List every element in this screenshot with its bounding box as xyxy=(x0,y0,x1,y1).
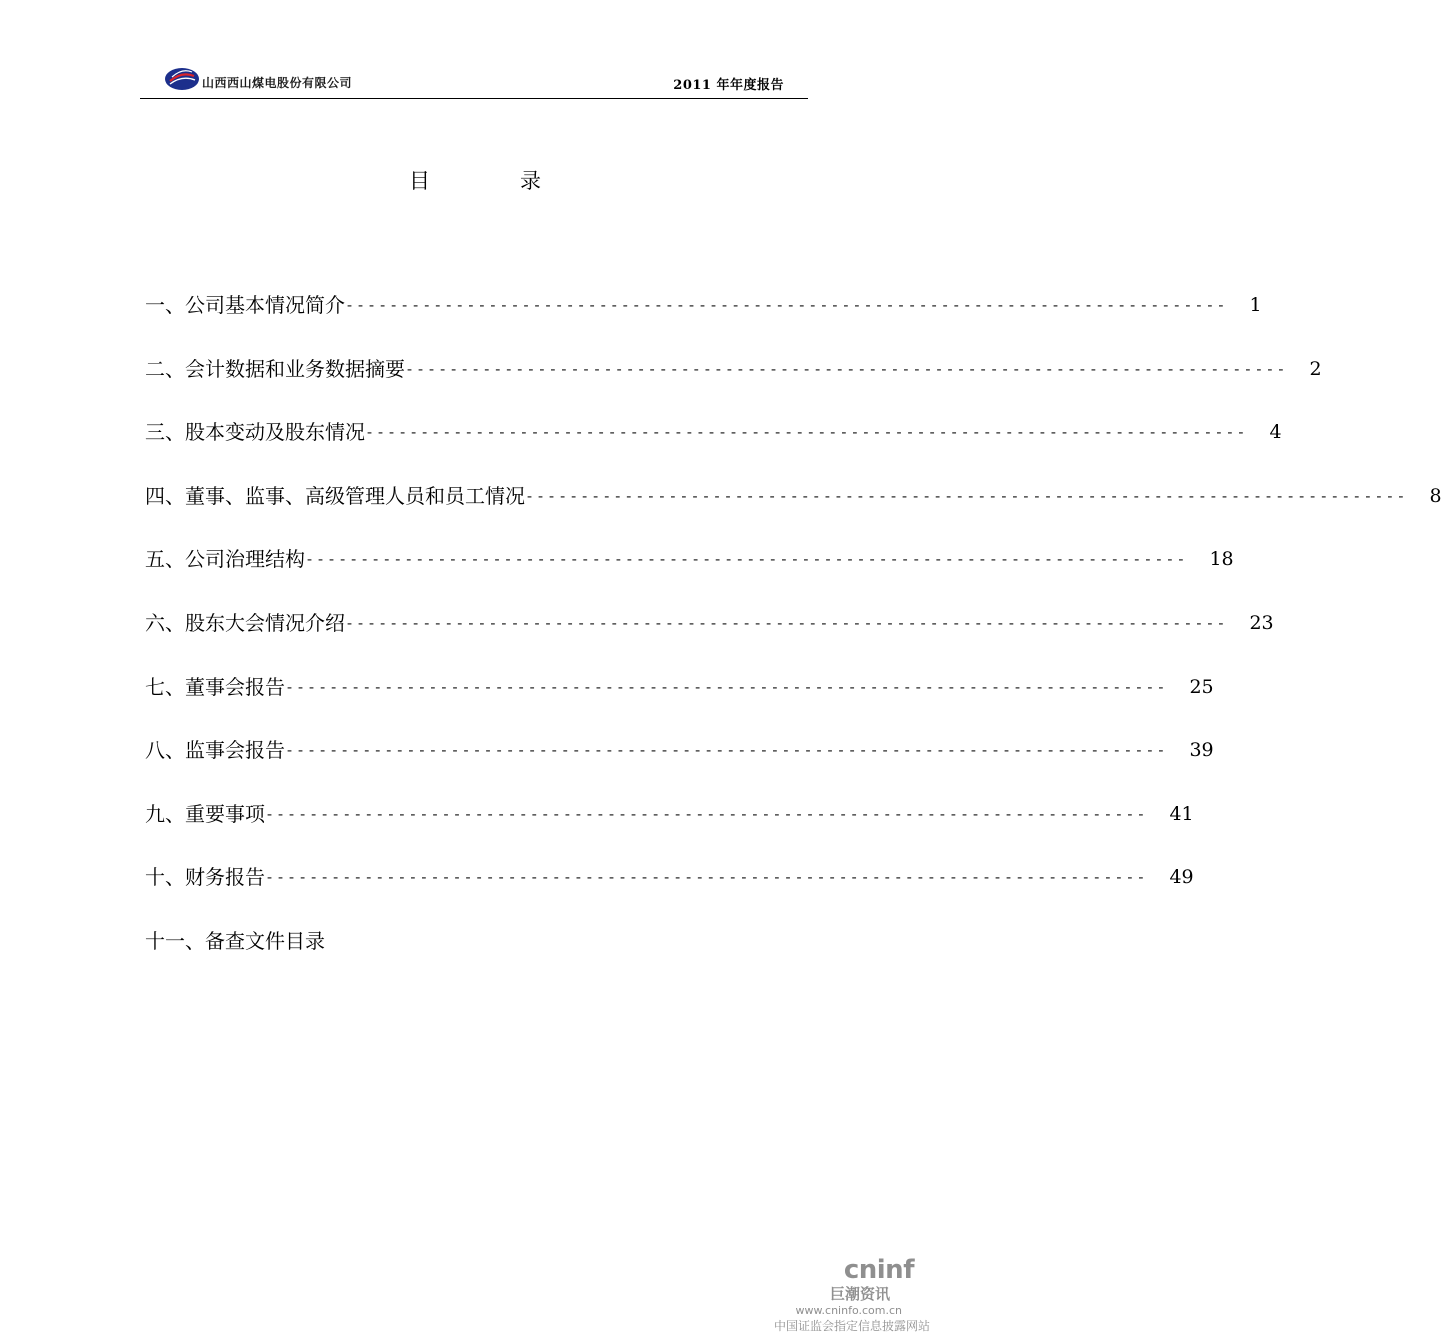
toc-leader-dashes: -------------------------------------------------------------------------------- xyxy=(265,804,1148,823)
toc-leader-dashes: -------------------------------------------------------------------------------- xyxy=(285,677,1168,696)
toc-entry-label: 三、股本变动及股东情况 xyxy=(145,420,365,445)
toc-entry-label: 六、股东大会情况介绍 xyxy=(145,610,345,635)
toc-entry-page: 8 xyxy=(1429,484,1442,507)
company-logo-icon xyxy=(164,67,200,91)
toc-entry-page: 2 xyxy=(1309,357,1322,380)
toc-entry[interactable] xyxy=(145,670,1214,734)
toc-entry[interactable] xyxy=(145,860,1194,924)
cninfo-watermark xyxy=(760,1255,930,1334)
toc-entry[interactable] xyxy=(145,415,1282,479)
toc-leader-dashes: -------------------------------------------------------------------------------- xyxy=(405,359,1288,378)
toc-entry-page: 23 xyxy=(1249,611,1274,634)
toc-entry-page: 25 xyxy=(1189,675,1214,698)
toc-leader-dashes: -------------------------------------------------------------------------------- xyxy=(305,550,1188,569)
toc-entry[interactable] xyxy=(145,542,1234,606)
toc-entry-label: 一、公司基本情况简介 xyxy=(145,293,345,317)
page-header xyxy=(140,64,808,99)
toc-leader-dashes: -------------------------------------------------------------------------------- xyxy=(265,868,1148,887)
report-title: 2011 年年度报告 xyxy=(673,78,784,93)
toc-leader-dashes: -------------------------------------------------------------------------------- xyxy=(345,296,1228,314)
toc-entry-label: 十一、备查文件目录 xyxy=(145,928,325,953)
toc-entry[interactable] xyxy=(145,288,1262,352)
company-name: 山西西山煤电股份有限公司 xyxy=(202,76,353,90)
watermark-brand: cninf xyxy=(843,1255,914,1285)
toc-entry-page: 18 xyxy=(1209,548,1234,571)
watermark-tagline: 中国证监会指定信息披露网站 xyxy=(773,1319,930,1333)
toc-entry-label: 四、董事、监事、高级管理人员和员工情况 xyxy=(145,483,525,508)
toc-entry-label: 九、重要事项 xyxy=(145,801,265,826)
toc-entry-page: 39 xyxy=(1189,739,1214,762)
toc-leader-dashes: -------------------------------------------------------------------------------- xyxy=(285,741,1168,760)
table-of-contents xyxy=(145,288,1442,988)
toc-leader-dashes: -------------------------------------------------------------------------------- xyxy=(345,613,1228,632)
toc-leader-dashes: -------------------------------------------------------------------------------- xyxy=(525,486,1408,505)
toc-entry[interactable] xyxy=(145,352,1322,416)
toc-leader-dashes: -------------------------------------------------------------------------------- xyxy=(365,423,1248,442)
toc-heading: 目录 xyxy=(409,169,631,193)
toc-entry-page: 1 xyxy=(1249,294,1262,316)
watermark-url: www.cninfo.com.cn xyxy=(795,1304,902,1317)
toc-entry-label: 十、财务报告 xyxy=(145,865,265,890)
toc-entry-label: 五、公司治理结构 xyxy=(145,547,305,572)
toc-entry[interactable] xyxy=(145,479,1442,543)
toc-entry-page: 41 xyxy=(1169,802,1194,825)
toc-entry[interactable] xyxy=(145,797,1194,861)
toc-entry-label: 七、董事会报告 xyxy=(145,674,285,699)
toc-entry-page: 49 xyxy=(1169,866,1194,889)
toc-entry[interactable] xyxy=(145,733,1214,797)
toc-entry-page: 4 xyxy=(1269,421,1282,444)
toc-entry-label: 八、监事会报告 xyxy=(145,738,285,763)
watermark-brand-cn: 巨潮资讯 xyxy=(829,1285,890,1303)
toc-entry[interactable] xyxy=(145,924,805,988)
toc-entry[interactable] xyxy=(145,606,1274,670)
toc-entry-label: 二、会计数据和业务数据摘要 xyxy=(145,356,405,381)
